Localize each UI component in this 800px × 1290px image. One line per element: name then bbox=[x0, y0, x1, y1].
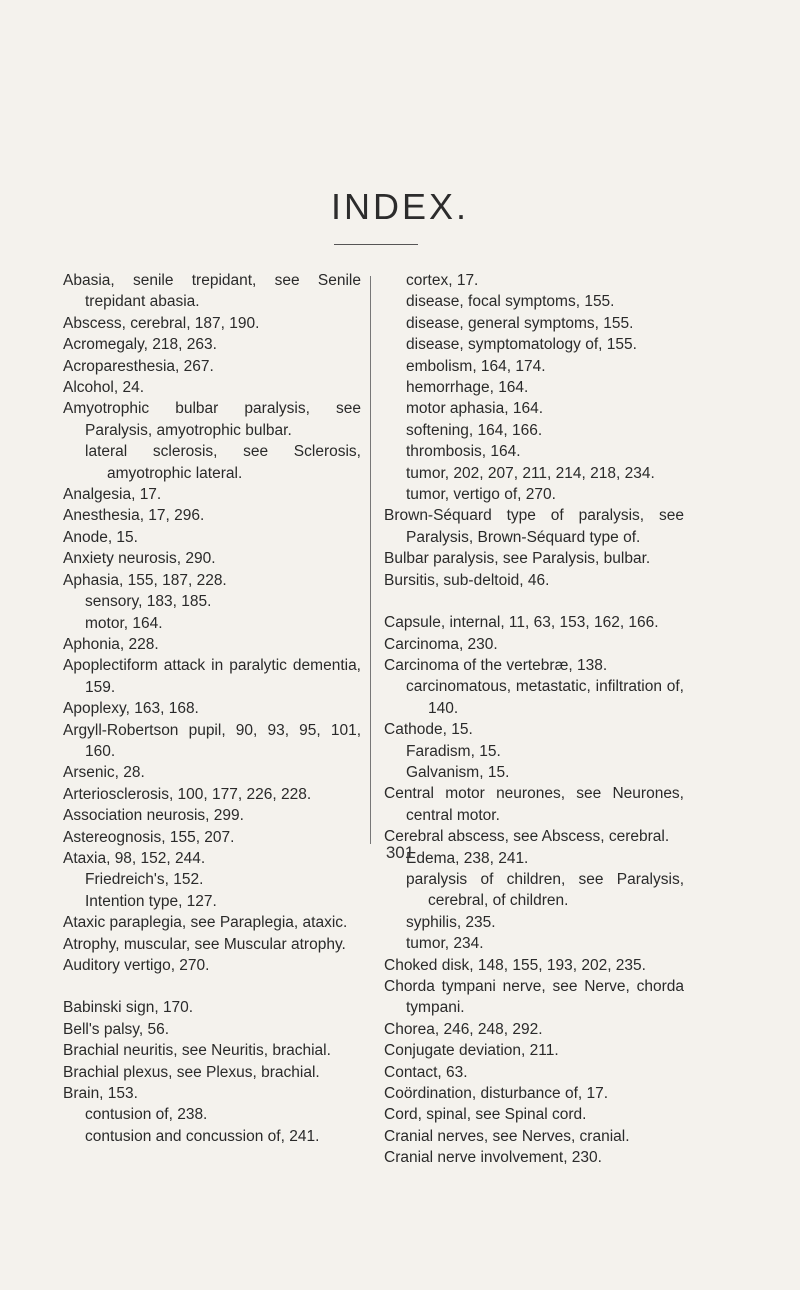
index-entry: Brain, 153. bbox=[63, 1085, 138, 1103]
index-entry: Aphonia, 228. bbox=[63, 635, 159, 653]
index-subentry: softening, 164, 166. bbox=[406, 421, 543, 439]
index-entry: Anode, 15. bbox=[63, 528, 138, 546]
index-subentry: sensory, 183, 185. bbox=[85, 593, 212, 611]
index-entry: Brown-Séquard type of paralysis, see Paralysis, Brown-Séquard type of. bbox=[384, 507, 684, 546]
index-entry: Cranial nerves, see Nerves, cranial. bbox=[384, 1127, 630, 1145]
index-subentry: contusion of, 238. bbox=[85, 1106, 208, 1124]
page-title: INDEX. bbox=[330, 186, 470, 227]
index-subentry: Friedreich's, 152. bbox=[85, 871, 204, 889]
index-entry: Arteriosclerosis, 100, 177, 226, 228. bbox=[63, 785, 312, 803]
index-entry: Acroparesthesia, 267. bbox=[63, 357, 214, 375]
index-entry: Arsenic, 28. bbox=[63, 764, 145, 782]
index-entry: Alcohol, 24. bbox=[63, 379, 144, 397]
index-subentry: disease, focal symptoms, 155. bbox=[406, 293, 615, 311]
index-entry: Babinski sign, 170. bbox=[63, 999, 194, 1017]
index-entry: Conjugate deviation, 211. bbox=[384, 1042, 559, 1060]
right-index-column bbox=[384, 270, 684, 1169]
index-subentry: lateral sclerosis, see Sclerosis, amyotrophic lateral. bbox=[85, 443, 361, 482]
index-entry: Anesthesia, 17, 296. bbox=[63, 507, 205, 525]
index-subentry: Edema, 238, 241. bbox=[406, 849, 529, 867]
index-entry: Capsule, internal, 11, 63, 153, 162, 166. bbox=[384, 614, 659, 632]
index-entry: Argyll-Robertson pupil, 90, 93, 95, 101, 160. bbox=[63, 721, 361, 760]
index-subentry: contusion and concussion of, 241. bbox=[85, 1127, 320, 1145]
index-entry: Atrophy, muscular, see Muscular atrophy. bbox=[63, 935, 346, 953]
index-entry: Association neurosis, 299. bbox=[63, 807, 244, 825]
index-entry: Chorea, 246, 248, 292. bbox=[384, 1020, 543, 1038]
index-entry: Cerebral abscess, see Abscess, cerebral. bbox=[384, 828, 670, 846]
group-spacer bbox=[384, 591, 684, 612]
title-rule bbox=[334, 244, 418, 245]
index-subentry: cortex, 17. bbox=[406, 272, 479, 289]
index-entry: Apoplectiform attack in paralytic dementia, 159. bbox=[63, 657, 361, 696]
index-subentry: Galvanism, 15. bbox=[406, 763, 510, 781]
index-entry: Cranial nerve involvement, 230. bbox=[384, 1149, 602, 1167]
index-subentry: hemorrhage, 164. bbox=[406, 379, 529, 397]
left-index-column bbox=[63, 270, 361, 1147]
index-entry: Bulbar paralysis, see Paralysis, bulbar. bbox=[384, 550, 651, 568]
index-subentry: motor aphasia, 164. bbox=[406, 400, 544, 418]
index-subentry: syphilis, 235. bbox=[406, 913, 496, 931]
index-subentry: embolism, 164, 174. bbox=[406, 357, 546, 375]
index-entry: Brachial neuritis, see Neuritis, brachial. bbox=[63, 1042, 331, 1060]
index-entry: Ataxic paraplegia, see Paraplegia, ataxic. bbox=[63, 914, 348, 932]
index-subentry: motor, 164. bbox=[85, 614, 163, 632]
index-entry: Coördination, disturbance of, 17. bbox=[384, 1085, 609, 1103]
index-entry: Acromegaly, 218, 263. bbox=[63, 336, 217, 354]
index-subentry: carcinomatous, metastatic, infiltration of, 140. bbox=[406, 678, 684, 717]
index-subentry: tumor, vertigo of, 270. bbox=[406, 486, 556, 504]
index-entry: Cathode, 15. bbox=[384, 721, 473, 739]
index-entry: Central motor neurones, see Neurones, central motor. bbox=[384, 785, 684, 824]
index-entry: Bell's palsy, 56. bbox=[63, 1020, 170, 1038]
index-entry: Carcinoma of the vertebræ, 138. bbox=[384, 656, 608, 674]
index-entry: Chorda tympani nerve, see Nerve, chorda tympani. bbox=[384, 978, 684, 1017]
index-entry: Abscess, cerebral, 187, 190. bbox=[63, 314, 260, 332]
index-subentry: Intention type, 127. bbox=[85, 892, 217, 910]
index-entry: Amyotrophic bulbar paralysis, see Paralysis, amyotrophic bulbar. bbox=[63, 400, 361, 439]
right-entry-group-b bbox=[384, 612, 684, 1169]
right-entry-group-a bbox=[384, 270, 684, 591]
index-subentry: tumor, 202, 207, 211, 214, 218, 234. bbox=[406, 464, 655, 482]
index-entry: Astereognosis, 155, 207. bbox=[63, 828, 235, 846]
index-subentry: disease, symptomatology of, 155. bbox=[406, 336, 637, 354]
index-entry: Aphasia, 155, 187, 228. bbox=[63, 571, 227, 589]
index-entry: Analgesia, 17. bbox=[63, 486, 162, 504]
index-entry: Cord, spinal, see Spinal cord. bbox=[384, 1106, 587, 1124]
index-subentry: tumor, 234. bbox=[406, 935, 484, 953]
page-number: 301 bbox=[385, 843, 415, 862]
index-subentry: thrombosis, 164. bbox=[406, 443, 521, 461]
index-subentry: Faradism, 15. bbox=[406, 742, 501, 760]
index-entry: Bursitis, sub-deltoid, 46. bbox=[384, 571, 550, 589]
index-entry: Abasia, senile trepidant, see Senile trepidant abasia. bbox=[63, 272, 361, 311]
index-entry: Auditory vertigo, 270. bbox=[63, 957, 210, 974]
index-entry: Ataxia, 98, 152, 244. bbox=[63, 849, 206, 867]
group-spacer bbox=[63, 976, 361, 997]
index-entry: Choked disk, 148, 155, 193, 202, 235. bbox=[384, 956, 646, 974]
index-entry: Apoplexy, 163, 168. bbox=[63, 700, 199, 718]
left-entry-group-a bbox=[63, 270, 361, 976]
left-entry-group-b bbox=[63, 997, 361, 1147]
index-entry: Brachial plexus, see Plexus, brachial. bbox=[63, 1063, 320, 1081]
index-entry: Anxiety neurosis, 290. bbox=[63, 550, 216, 568]
index-entry: Carcinoma, 230. bbox=[384, 635, 498, 653]
index-subentry: paralysis of children, see Paralysis, cerebral, of children. bbox=[406, 870, 684, 910]
index-subentry: disease, general symptoms, 155. bbox=[406, 314, 634, 332]
column-divider bbox=[370, 276, 371, 844]
index-entry: Contact, 63. bbox=[384, 1063, 468, 1081]
